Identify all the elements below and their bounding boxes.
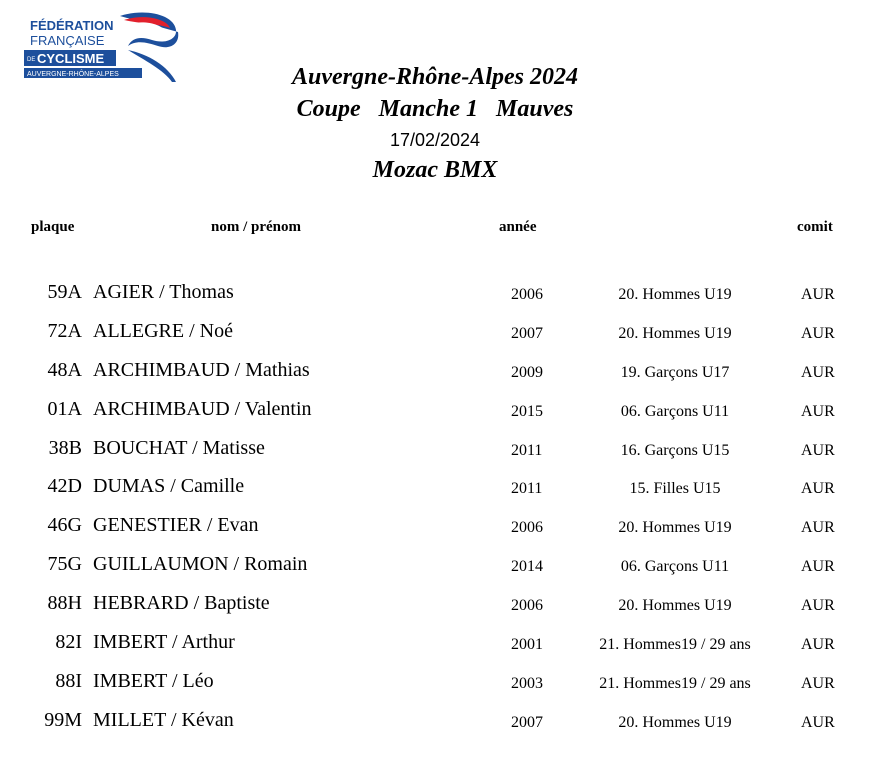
table-row — [0, 670, 874, 709]
table-row — [0, 709, 874, 748]
cell-annee: 2003 — [511, 674, 543, 692]
cell-nom: MILLET / Kévan — [93, 708, 234, 731]
table-row — [0, 320, 874, 359]
cell-comit: AUR — [801, 363, 835, 381]
cell-annee: 2009 — [511, 363, 543, 381]
cell-category: 20. Hommes U19 — [618, 324, 732, 342]
cell-comit: AUR — [801, 402, 835, 420]
cell-annee: 2006 — [511, 597, 543, 615]
cell-nom: ALLEGRE / Noé — [93, 319, 233, 342]
cell-nom: BOUCHAT / Matisse — [93, 436, 265, 459]
cell-category: 19. Garçons U17 — [620, 363, 730, 381]
cell-nom: ARCHIMBAUD / Mathias — [93, 358, 310, 381]
cell-plaque: 48A — [47, 358, 82, 381]
cell-plaque: 59A — [47, 281, 82, 303]
cell-plaque: 42D — [47, 475, 82, 498]
cell-category: 21. Hommes19 / 29 ans — [599, 674, 751, 692]
table-row — [0, 359, 874, 398]
cell-annee: 2015 — [511, 402, 543, 420]
cell-comit: AUR — [801, 441, 835, 459]
cell-nom: DUMAS / Camille — [93, 475, 245, 498]
rider-list — [0, 281, 874, 748]
cell-comit: AUR — [801, 324, 835, 342]
logo-line1: FÉDÉRATION — [30, 18, 114, 33]
cell-category: 20. Hommes U19 — [618, 286, 732, 303]
cell-nom: IMBERT / Arthur — [93, 631, 235, 654]
logo-line2: FRANÇAISE — [30, 33, 105, 48]
cell-comit: AUR — [801, 636, 835, 654]
cell-annee: 2001 — [511, 636, 543, 654]
cell-annee: 2006 — [511, 519, 543, 537]
cell-annee: 2011 — [511, 480, 543, 498]
cell-plaque: 88H — [47, 592, 82, 615]
column-header-plaque: plaque — [31, 219, 75, 235]
page-title: Auvergne-Rhône-Alpes 2024 — [291, 64, 578, 90]
cell-plaque: 38B — [48, 436, 82, 459]
cell-nom: ARCHIMBAUD / Valentin — [93, 397, 312, 420]
cell-nom: AGIER / Thomas — [93, 281, 234, 303]
ffc-logo — [24, 10, 180, 84]
cell-category: 20. Hommes U19 — [618, 713, 732, 731]
cell-annee: 2014 — [511, 558, 543, 576]
cell-comit: AUR — [801, 480, 835, 498]
table-row — [0, 514, 874, 553]
cell-plaque: 46G — [47, 514, 82, 537]
cell-nom: HEBRARD / Baptiste — [93, 592, 270, 615]
cell-category: 20. Hommes U19 — [618, 519, 732, 537]
column-header-annee: année — [499, 219, 537, 235]
table-row — [0, 437, 874, 476]
cell-comit: AUR — [801, 519, 835, 537]
cell-plaque: 82I — [55, 631, 82, 654]
logo-line3: CYCLISME — [37, 51, 105, 66]
column-header-nom: nom / prénom — [211, 219, 301, 235]
table-row — [0, 475, 874, 514]
table-row — [0, 553, 874, 592]
cell-category: 06. Garçons U11 — [620, 402, 730, 420]
cell-plaque: 99M — [44, 708, 82, 731]
cell-annee: 2006 — [511, 286, 543, 303]
cell-plaque: 75G — [47, 553, 82, 576]
club-name: Mozac BMX — [372, 157, 498, 183]
cell-nom: IMBERT / Léo — [93, 669, 214, 692]
table-row — [0, 631, 874, 670]
cell-category: 20. Hommes U19 — [618, 597, 732, 615]
cell-category: 06. Garçons U11 — [620, 558, 730, 576]
cell-category: 21. Hommes19 / 29 ans — [599, 636, 751, 654]
cell-comit: AUR — [801, 713, 835, 731]
cell-comit: AUR — [801, 597, 835, 615]
cell-category: 16. Garçons U15 — [620, 441, 730, 459]
cell-plaque: 01A — [47, 397, 82, 420]
cell-comit: AUR — [801, 558, 835, 576]
cell-comit: AUR — [801, 286, 835, 303]
event-date: 17/02/2024 — [389, 130, 481, 150]
logo-de: DE — [27, 57, 36, 63]
column-header-comit: comit — [797, 219, 833, 235]
cell-comit: AUR — [801, 674, 835, 692]
cell-plaque: 88I — [55, 669, 82, 692]
cell-nom: GENESTIER / Evan — [93, 514, 259, 537]
cell-annee: 2007 — [511, 713, 543, 731]
event-subtitle: Coupe Manche 1 Mauves — [296, 96, 574, 122]
cell-annee: 2007 — [511, 324, 543, 342]
table-row — [0, 281, 874, 320]
ffc-logo-graphic — [24, 10, 180, 84]
logo-region: AUVERGNE-RHÔNE-ALPES — [27, 71, 119, 78]
table-row — [0, 592, 874, 631]
cell-annee: 2011 — [511, 441, 543, 459]
cell-plaque: 72A — [47, 319, 82, 342]
cell-nom: GUILLAUMON / Romain — [93, 553, 308, 576]
cell-category: 15. Filles U15 — [629, 480, 721, 498]
table-row — [0, 398, 874, 437]
